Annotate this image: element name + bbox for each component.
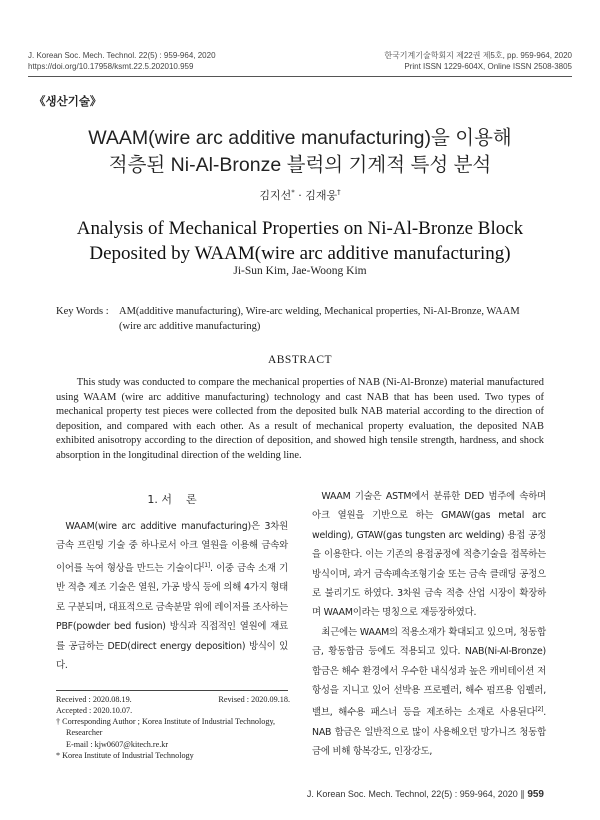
intro-paragraph-2: WAAM 기술은 ASTM에서 분류한 DED 범주에 속하며 아크 열원을 기반으로 하는 GMAW(gas metal arc welding), GTAW(gas tungsten arc welding) 용접 공정을 이용한다. 이는 기존의 용접공정에 적층기술을 접목하는 방식이며, 과거 금속폐속조형기술 또는 금속 클래딩 공정으로 불리기도 하였다. 3차원 금속 적층 산업 시장이 확장하며 WAAM이라는 명칭으로 재등장하였다. (312, 491, 546, 619)
title-english-line2: Deposited by WAAM(wire arc additive manufacturing) (89, 243, 511, 264)
authors-english: Ji-Sun Kim, Jae-Woong Kim (233, 265, 367, 277)
abstract-text: This study was conducted to compare the mechanical properties of NAB (Ni-Al-Bronze) material manufactured using WAAM (wire arc additive manufacturing) technology and cast NAB that has been used. Two types of mechanical property test pieces were collected from the deposited bulk NAB material according to the direction of deposition, and compared with each other. As a result of mechanical property evaluation, the deposited NAB exhibited anisotropy according to the direction of deposition, and showed high tensile strength, hardness, and shock absorption in the longitudinal direction of the welding line. (56, 377, 544, 461)
title-english-line1: Analysis of Mechanical Properties on Ni-Al-Bronze Block (76, 218, 524, 239)
author-ko-2-mark: † (337, 188, 341, 197)
corresponding-author: † Corresponding Author ; Korea Institute of Industrial Technology, (56, 717, 276, 727)
doi-link[interactable]: https://doi.org/10.17958/ksmt.22.5.202010.959 (28, 62, 194, 71)
intro-paragraph-1 (56, 517, 288, 675)
footer-citation: J. Korean Soc. Mech. Technol, 22(5) : 959-964, 2020 ∥ (306, 789, 525, 799)
keywords-label: Key Words : (56, 306, 109, 317)
author-email[interactable]: E-mail : kjw0607@kitech.re.kr (66, 739, 169, 749)
footnote-divider (56, 690, 288, 691)
running-header-left (28, 50, 216, 72)
authors-korean (0, 187, 600, 203)
intro-p1-text-a: WAAM(wire arc additive manufacturing)은 3차원 금속 프린팅 기술 중 하나로서 아크 열원을 이용해 금속와이어를 녹여 형상을 만드는 기술이다 (56, 521, 288, 574)
intro-p1-text-b: . 이중 금속 소재 기반 적층 제조 기술은 열원, 가공 방식 등에 의해 4가지 형태로 구분되며, 대표적으로 금속분말 위에 레이저를 조사하는 PBF(powder bed fusion) 방식과 직접적인 열원에 재료를 공급하는 DED(direct energy deposition) 방식이 있다. (56, 562, 289, 671)
author-ko-1: 김지선 (259, 189, 292, 202)
intro-p3-text-b: . NAB 합금은 일반적으로 많이 사용해오던 망가니즈 청동합금에 비해 항복강도, 인장강도, (312, 707, 546, 758)
title-korean-line2: 적층된 Ni-Al-Bronze 블럭의 기계적 특성 분석 (108, 154, 492, 176)
citation-2[interactable]: [2] (535, 706, 544, 714)
section-tag: 《생산기술》 (34, 96, 102, 108)
title-korean-line1: WAAM(wire arc additive manufacturing)을 이용해 (88, 127, 512, 149)
header-divider (28, 76, 572, 77)
journal-citation-ko: 한국기계기술학회지 제22권 제5호, pp. 959-964, 2020 (384, 51, 572, 60)
abstract-heading: ABSTRACT (267, 354, 333, 366)
footnotes (56, 694, 290, 761)
author-ko-2: 김재웅 (305, 189, 338, 202)
page-footer (307, 789, 544, 800)
received-date: Received : 2020.08.19. (56, 695, 132, 704)
intro-left-column (56, 517, 288, 675)
title-korean (0, 125, 600, 179)
author-ko-1-mark: * (291, 188, 295, 197)
intro-p3-text-a: 최근에는 WAAM의 적용소재가 확대되고 있으며, 청동합금, 황동합금 등에도 적용되고 있다. NAB(Ni-Al-Bronze) 합금은 해수 환경에서 우수한 내식성과 높은 캐비테이션 저항성을 지니고 있어 선박용 프로펠러, 해수 펌프용 임펠러, 밸브, 해수용 패스너 등을 제조하는 소재로 사용된다 (312, 626, 546, 719)
keywords-line1: AM(additive manufacturing), Wire-arc welding, Mechanical properties, Ni-Al-Bronze, WAAM (119, 306, 520, 317)
journal-citation: J. Korean Soc. Mech. Technol. 22(5) : 959-964, 2020 (28, 51, 216, 60)
section-heading-introduction: 1. 서 론 (147, 493, 197, 506)
author-position: Researcher (66, 728, 103, 738)
issn-info: Print ISSN 1229-604X, Online ISSN 2508-3805 (404, 62, 572, 71)
intro-paragraph-3 (312, 623, 546, 762)
keywords-line2: (wire arc additive manufacturing) (119, 321, 261, 332)
title-english (0, 216, 600, 266)
intro-right-column (312, 487, 546, 762)
page-number: 959 (527, 789, 544, 800)
revised-date: Revised : 2020.09.18. (218, 695, 290, 704)
author-affiliation: * Korea Institute of Industrial Technology (56, 750, 194, 760)
running-header-right (384, 50, 572, 72)
footnote-dates-row (56, 694, 290, 705)
accepted-date: Accepted : 2020.10.07. (56, 706, 133, 715)
author-separator: · (294, 189, 306, 202)
citation-1[interactable]: [1] (202, 561, 210, 569)
